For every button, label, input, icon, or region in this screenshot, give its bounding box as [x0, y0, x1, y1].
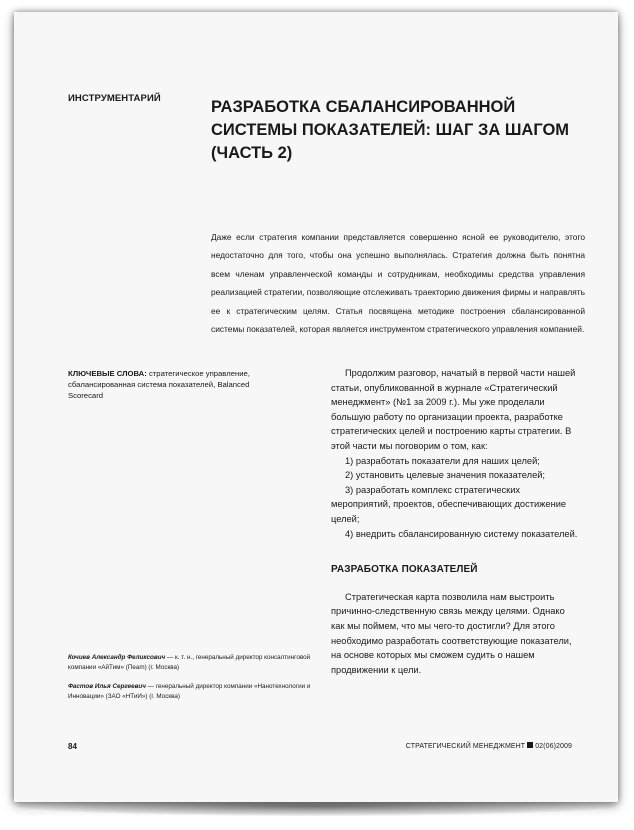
- author-name: Фастов Илья Сергеевич: [68, 683, 146, 690]
- list-item: 3) разработать комплекс стратегических мероприятий, проектов, обеспечивающих достижение целей;: [331, 484, 567, 524]
- author-name: Кочиев Александр Феликсович: [68, 654, 166, 661]
- list-item: 4) внедрить сбалансированную систему показателей.: [345, 528, 578, 539]
- list-item: 1) разработать показатели для наших целей;: [345, 455, 540, 466]
- author-details: — к. т. н., генеральный директор консалтинговой компании «АйТим» (Пeam) (г. Москва): [68, 654, 311, 671]
- section-label: ИНСТРУМЕНТАРИЙ: [68, 93, 161, 104]
- authors-block: [68, 653, 326, 711]
- author-details: — генеральный директор компании «Нанотехнологии и Инновации» (ЗАО «НТиИ») (г. Москва): [68, 683, 311, 700]
- author-entry: [68, 682, 326, 702]
- list-item: 2) установить целевые значения показателей;: [345, 470, 546, 481]
- journal-footer: [406, 742, 572, 750]
- article-title: РАЗРАБОТКА СБАЛАНСИРОВАННОЙ СИСТЕМЫ ПОКАЗАТЕЛЕЙ: ШАГ ЗА ШАГОМ (ЧАСТЬ 2): [211, 98, 570, 162]
- square-bullet-icon: [527, 742, 533, 748]
- article-lead: Даже если стратегия компании представляется совершенно ясной ее руководителю, этого недостаточно для того, чтобы она успешно выполнялась. Стратегия должна быть понятна всем членам управленческой команды и сотрудникам, необходимы средства управления реализацией стратегии, позволяющие отслеживать траекторию движения фирмы и направлять ее к стратегическим целям. Статья посвящена методике построения сбалансированной системы показателей, которая является инструментом стратегического управления компанией.: [211, 232, 586, 335]
- journal-issue: 02(06)2009: [535, 743, 572, 750]
- keywords: [68, 368, 282, 401]
- keywords-text: стратегическое управление, сбалансированная система показателей, Balanced Scorecard: [68, 369, 250, 400]
- body-paragraph-2: Стратегическая карта позволила нам выстроить причинно-следственную связь между целями. Однако как мы поймем, что мы чего-то достигли? Для этого необходимо разработать соответствующие показатели, на основе которых мы сможем судить о нашем продвижении к цели.: [331, 591, 572, 675]
- page-number: 84: [68, 742, 77, 751]
- journal-name: СТРАТЕГИЧЕСКИЙ МЕНЕДЖМЕНТ: [405, 743, 526, 750]
- subheading: РАЗРАБОТКА ПОКАЗАТЕЛЕЙ: [331, 564, 478, 576]
- keywords-label: КЛЮЧЕВЫЕ СЛОВА:: [68, 369, 147, 378]
- tasks-list: [331, 454, 580, 542]
- body-column: [331, 366, 580, 677]
- author-entry: [68, 653, 326, 673]
- body-paragraph-intro: Продолжим разговор, начатый в первой части нашей статьи, опубликованной в журнале «Стратегический менеджмент» (№1 за 2009 г.). Мы уже проделали большую работу по организации проекта, разработке стратегических целей и построению карты стратегии. В этой части мы поговорим о том, как:: [331, 368, 576, 451]
